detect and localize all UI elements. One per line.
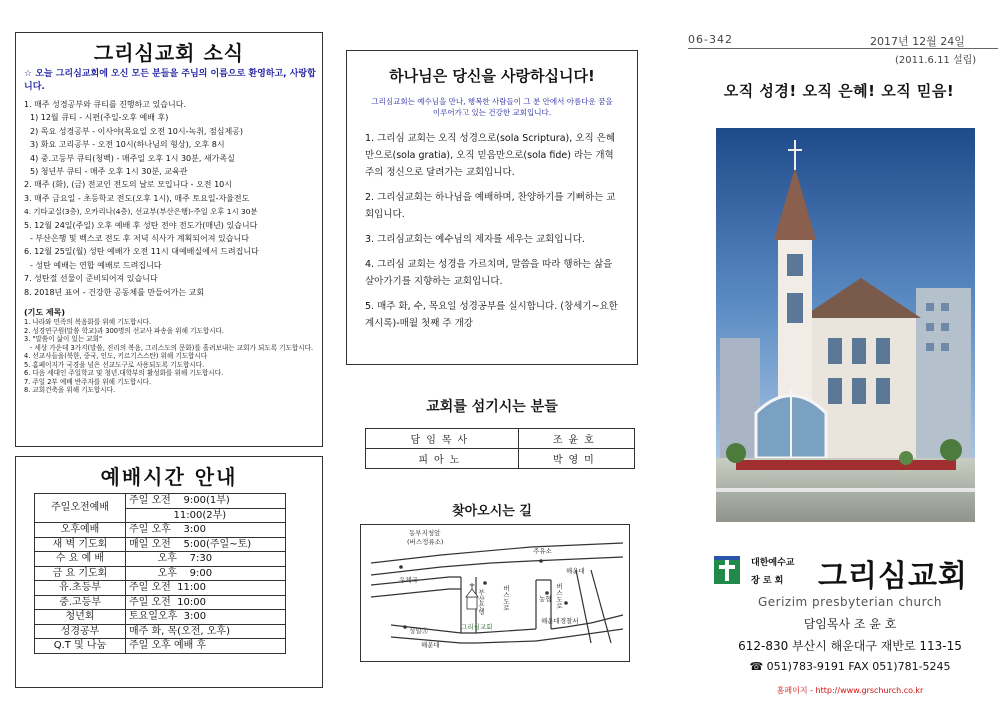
worship-name: 유.초등부 [35, 581, 126, 596]
worship-section [15, 456, 323, 688]
news-item: - 성탄 예배는 연합 예배로 드려집니다 [30, 260, 162, 270]
church-phone: ☎ 051)783-9191 FAX 051)781-5245 [749, 660, 951, 673]
server-name: 박영미 [518, 449, 634, 469]
table-row [35, 610, 286, 625]
bulletin-date: 2017년 12월 24일 [870, 35, 965, 48]
table-row [35, 581, 286, 596]
denomination-line: 대한예수교 [751, 558, 795, 568]
bulletin-code: 06-342 [688, 33, 733, 46]
news-item: 5. 12월 24일(주일) 오후 예배 후 성탄 전야 전도가(매년) 있습니다 [24, 220, 258, 230]
senior-pastor: 담임목사 조 윤 호 [803, 617, 897, 631]
news-item: 8. 2018년 표어 - 건강한 공동체를 만들어가는 교회 [24, 287, 205, 297]
news-item: 3. 매주 금요일 - 초등학교 전도(오후 1시), 매주 토요일-자율전도 [24, 193, 250, 203]
prayer-item: 5. 홈페이지가 국경을 넘은 선교도구로 사용되도록 기도합시다. [24, 360, 205, 369]
prayer-item: 6. 다음 세대인 주일학교 및 청년.대학부의 활성화를 위해 기도합시다. [24, 369, 224, 378]
worship-time: 오후 7:30 [126, 552, 286, 567]
map-label-haeundae: 해운대 [566, 567, 585, 575]
vision-item: 5. 매주 화, 수, 목요일 성경공부를 실시합니다. (창세기~요한계시록)-매월 첫째 주 개강 [365, 301, 618, 329]
map-label-bus-stop: 동부지청앞 [409, 529, 441, 537]
map-label-bus-stop-sub: (버스정류소) [407, 538, 444, 546]
worship-title: 예배시간 안내 [100, 465, 238, 489]
founded-date: (2011.6.11 설립) [895, 55, 977, 66]
vision-item: 1. 그리심 교회는 오직 성경으로(sola Scriptura), 오직 은혜만으로(sola gratia), 오직 믿음만으로(sola fide) 라는 개혁주의 정신으로 달려가는 교회입니다. [365, 133, 615, 178]
news-item: 5) 청년부 큐티 - 매주 오후 1시 30분, 교육관 [30, 167, 188, 177]
worship-name: 오후예배 [35, 523, 126, 538]
map-label-bus-road: 버스도로 [555, 583, 563, 609]
worship-name: Q.T 및 나눔 [35, 639, 126, 654]
worship-time: 토요일오후 3:00 [126, 610, 286, 625]
news-list [24, 98, 316, 299]
news-item: 2) 목요 성경공부 - 이사야(목요일 오전 10시-녹취, 점심제공) [30, 126, 244, 136]
prayer-title: (기도 제목) [24, 308, 66, 318]
worship-name: 수 요 예 배 [35, 552, 126, 567]
table-row [35, 595, 286, 610]
server-role: 피아노 [366, 449, 519, 469]
prayer-list [24, 318, 316, 395]
worship-name: 새 벽 기도회 [35, 537, 126, 552]
map-drawing [361, 525, 629, 661]
table-row [35, 537, 286, 552]
denomination [751, 554, 811, 590]
worship-name: 청년회 [35, 610, 126, 625]
worship-name: 성경공부 [35, 624, 126, 639]
map-label-gas: 주유소 [533, 547, 552, 555]
map-label-nonghyup: 농협 [539, 595, 552, 603]
church-name: 그리심교회 [818, 559, 968, 594]
table-row [366, 429, 635, 449]
news-item: 7. 성탄절 선물이 준비되어져 있습니다 [24, 274, 158, 284]
worship-time: 오후 9:00 [126, 566, 286, 581]
worship-time: 주일 오후 3:00 [126, 523, 286, 538]
worship-time: 주일 오전 9:00(1부) [126, 494, 286, 509]
table-row [35, 639, 286, 654]
prayer-item: - 세상 가운데 3가지(말씀, 진리의 복음, 그리스도의 문화)를 흘려보내는 교회가 되도록 기도합시다. [30, 343, 314, 352]
servers-table [365, 428, 635, 469]
church-logo-icon [714, 556, 740, 584]
vision-subtitle: 그리심교회는 예수님을 만나, 행복한 사람들이 그 분 안에서 아름다운 꿈을 이루어가고 있는 건강한 교회입니다. [371, 97, 613, 117]
news-item: 1. 매주 성경공부와 큐티를 진행하고 있습니다. [24, 100, 186, 109]
map-label-seongil: 성일Ⓐ [409, 627, 429, 635]
vision-title: 하나님은 당신을 사랑하십니다! [389, 67, 595, 85]
vision-section [346, 50, 638, 365]
news-item: 6. 12월 25일(월) 성탄 예배가 오전 11시 대예배실에서 드려집니다 [24, 247, 259, 257]
map-title: 찾아오시는 길 [452, 504, 532, 519]
prayer-item: 2. 성경연구원(말씀 학교)과 300명의 선교사 파송을 위해 기도합시다. [24, 326, 225, 335]
divider [688, 48, 998, 49]
church-motto: 오직 성경! 오직 은혜! 오직 믿음! [723, 82, 955, 100]
table-row [35, 552, 286, 567]
worship-table [34, 493, 286, 654]
church-building-image [716, 128, 975, 522]
vision-item: 2. 그리심교회는 하나님을 예배하며, 찬양하기를 기뻐하는 교회입니다. [365, 192, 616, 220]
prayer-item: 7. 주일 2부 예배 반주자를 위해 기도합시다. [24, 377, 152, 386]
map-label-police: 해운대경찰서 [541, 617, 579, 625]
worship-name: 중.고등부 [35, 595, 126, 610]
news-item: - 부산은행 및 벡스코 전도 후 저녁 식사가 계획되어져 있습니다 [30, 234, 249, 244]
servers-title: 교회를 섬기시는 분들 [426, 399, 558, 415]
prayer-item: 4. 선교사들을(북한, 중국, 인도, 키르기스스탄) 위해 기도합시다 [24, 352, 208, 361]
news-item: 1) 12월 큐티 - 시편(주일-오후 예배 후) [30, 113, 169, 123]
worship-time: 11:00(2부) [126, 508, 286, 523]
news-title: 그리심교회 소식 [93, 41, 245, 65]
news-item: 4) 중.고등부 큐티(청백) - 매주일 오후 1시 30분, 새가족실 [30, 153, 235, 163]
welcome-message: ☆ 오늘 그리심교회에 오신 모든 분들을 주님의 이름으로 환영하고, 사랑합니다. [24, 69, 316, 92]
prayer-item: 1. 나라와 민족의 복음화를 위해 기도합시다. [24, 318, 152, 327]
homepage-link[interactable]: 홈페이지 - http://www.grschurch.co.kr [776, 686, 924, 695]
news-section [15, 32, 323, 447]
news-item: 2. 매주 (화), (금) 전교인 전도의 날로 모입니다 - 오전 10시 [24, 180, 232, 190]
denomination-line: 장 로 회 [751, 576, 784, 586]
map-label-post: 우체국 [399, 576, 418, 584]
prayer-item: 3. "말씀이 삶이 있는 교회" [24, 335, 103, 344]
worship-time: 주일 오전 10:00 [126, 595, 286, 610]
table-row [35, 523, 286, 538]
news-item: 4. 기타교실(3층), 오카리나(4층), 선교부(부산은행)-주일 오후 1시 30분 [24, 207, 258, 217]
vision-item: 3. 그리심교회는 예수님의 제자를 세우는 교회입니다. [365, 234, 585, 245]
church-address: 612-830 부산시 해운대구 재반로 113-15 [738, 639, 962, 653]
worship-time: 주일 오전 11:00 [126, 581, 286, 596]
map-label-bus-road: 버스도로 [502, 585, 510, 611]
worship-name: 주일오전예배 [35, 494, 126, 523]
table-row [35, 624, 286, 639]
server-name: 조윤호 [518, 429, 634, 449]
news-item: 3) 화요 고리공부 - 오전 10시(하나님의 형상), 오후 8시 [30, 140, 225, 150]
table-row [35, 494, 286, 509]
vision-item: 4. 그리심 교회는 성경을 가르치며, 말씀을 따라 행하는 삶을 살아가기를 지향하는 교회입니다. [365, 259, 613, 287]
server-role: 담임목사 [366, 429, 519, 449]
map-label-haeundae: 해운대 [421, 641, 440, 649]
table-row [366, 449, 635, 469]
worship-time: 매주 화, 목(오전, 오후) [126, 624, 286, 639]
map-label-bank: 부산은행 [477, 589, 485, 615]
church-english-name: Gerizim presbyterian church [757, 595, 943, 609]
worship-time: 주일 오후 예배 후 [126, 639, 286, 654]
table-row [35, 566, 286, 581]
location-map [360, 524, 630, 662]
worship-time: 매일 오전 5:00(주일~토) [126, 537, 286, 552]
worship-name: 금 요 기도회 [35, 566, 126, 581]
map-label-church: 그리심교회 [461, 623, 493, 631]
prayer-item: 8. 교회건축을 위해 기도합시다. [24, 386, 116, 395]
